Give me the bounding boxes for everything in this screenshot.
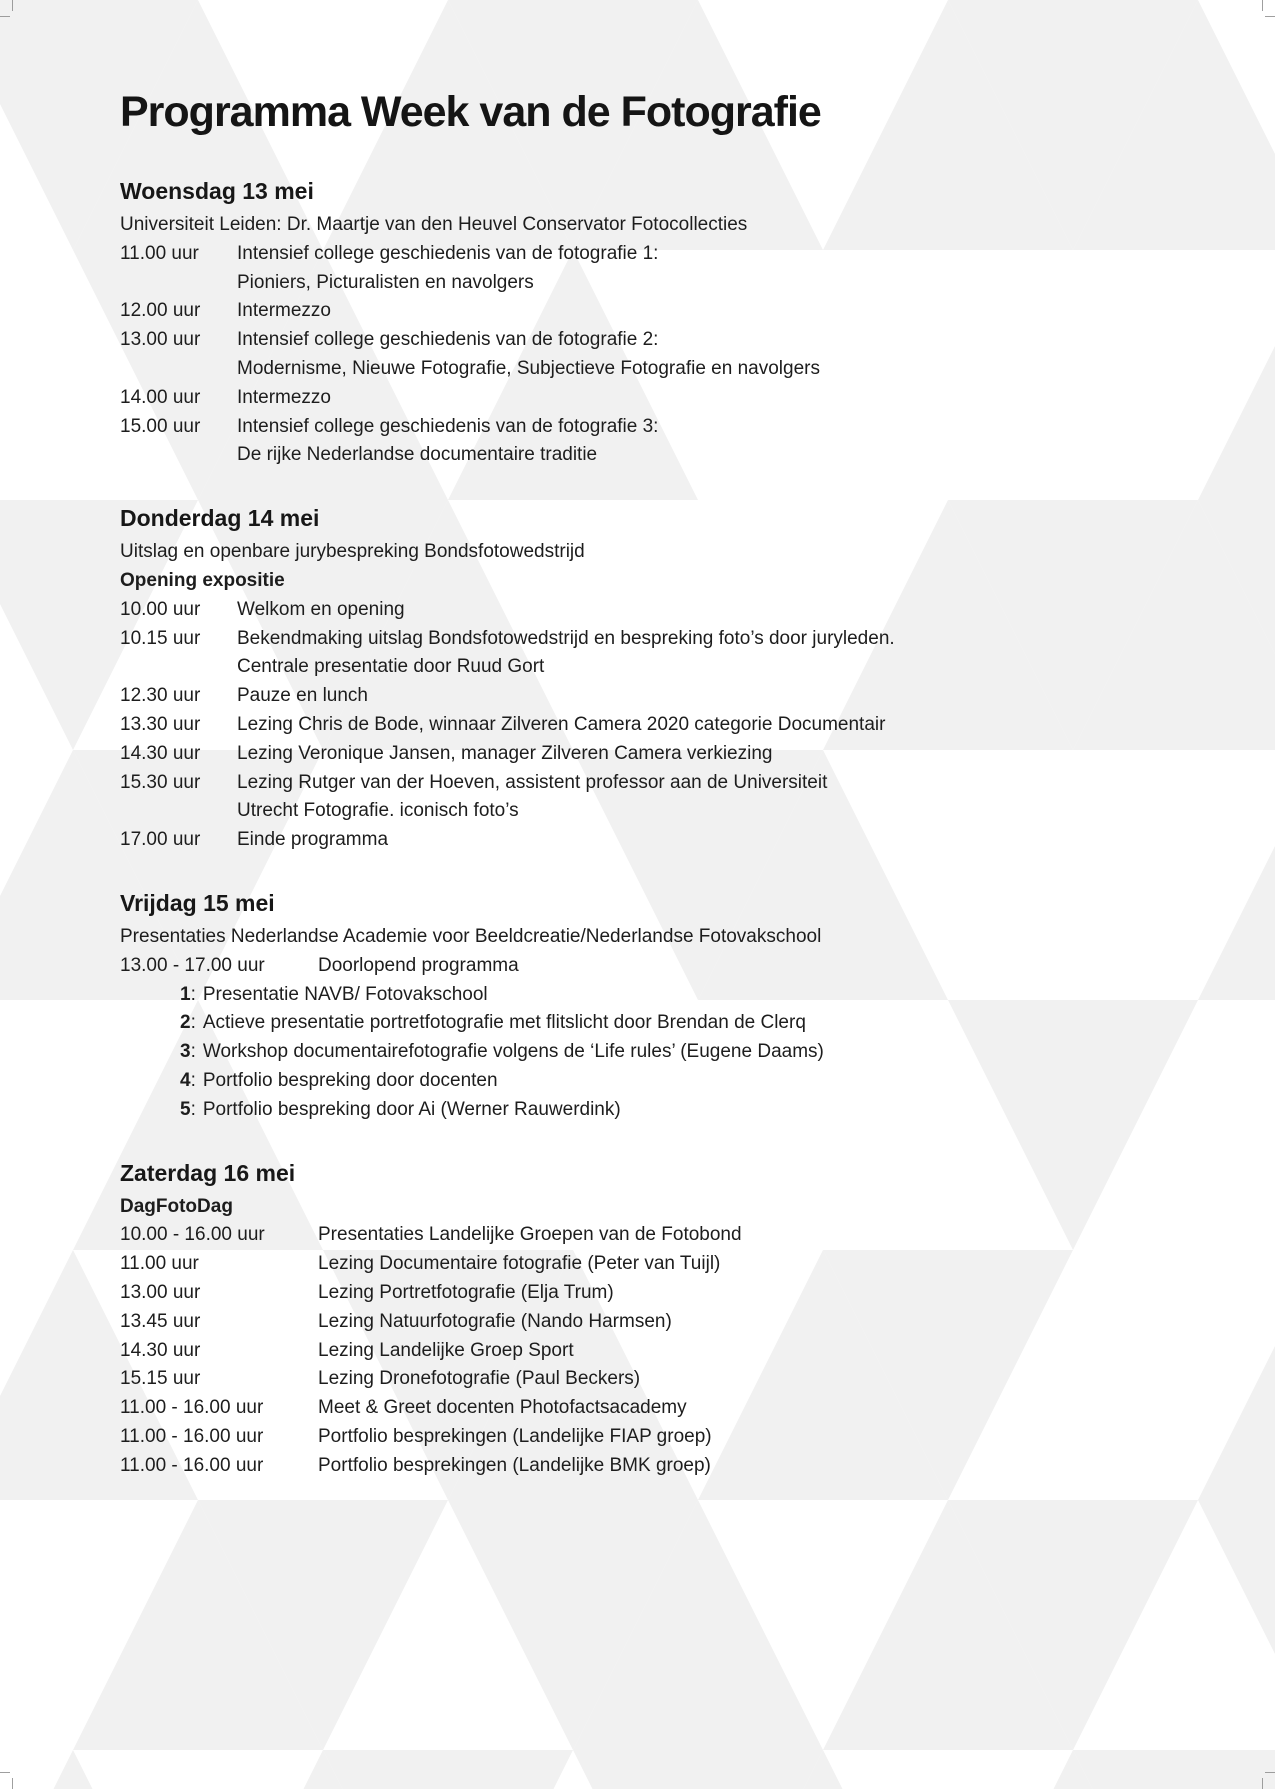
item-number: 3 <box>180 1041 191 1063</box>
description-cell: Pioniers, Picturalisten en navolgers <box>237 271 534 293</box>
item-separator: : <box>190 1012 196 1034</box>
description-cell: Presentaties Landelijke Groepen van de Fotobond <box>318 1224 742 1246</box>
item-separator: : <box>190 1041 196 1063</box>
crop-mark-top-left <box>0 16 10 17</box>
day-heading: Zaterdag 16 mei <box>120 1159 296 1186</box>
time-cell: 10.00 - 16.00 uur <box>120 1224 265 1246</box>
item-text: Portfolio bespreking door Ai (Werner Rauwerdink) <box>202 1098 621 1120</box>
numbered-program-list <box>120 981 1160 1125</box>
item-number: 4 <box>180 1069 191 1091</box>
day-heading: Vrijdag 15 mei <box>120 889 275 916</box>
description-cell: Intermezzo <box>237 300 331 322</box>
description-cell: Meet & Greet docenten Photofactsacademy <box>318 1397 687 1419</box>
description-cell: Lezing Veronique Jansen, manager Zilveren Camera verkiezing <box>237 742 773 764</box>
description-cell: Utrecht Fotografie. iconisch foto’s <box>237 800 519 822</box>
time-cell: 13.00 uur <box>120 1281 201 1303</box>
time-cell: 15.30 uur <box>120 771 201 793</box>
description-cell: Lezing Chris de Bode, winnaar Zilveren Camera 2020 categorie Documentair <box>237 713 886 735</box>
time-cell: 11.00 uur <box>120 242 199 264</box>
time-cell-empty <box>120 355 237 384</box>
time-cell: 17.00 uur <box>120 829 201 851</box>
crop-mark-bottom-left <box>0 1772 10 1773</box>
description-cell: Intensief college geschiedenis van de fotografie 3: <box>237 415 659 437</box>
time-cell: 10.15 uur <box>120 627 201 649</box>
crop-mark-bottom-left <box>12 1778 13 1789</box>
description-cell: Centrale presentatie door Ruud Gort <box>237 656 545 678</box>
item-separator: : <box>190 1098 196 1120</box>
time-cell-empty <box>120 797 237 826</box>
item-number: 2 <box>180 1012 191 1034</box>
schedule-table <box>120 240 1160 470</box>
crop-mark-top-right <box>1265 16 1275 17</box>
item-text: Presentatie NAVB/ Fotovakschool <box>202 983 488 1005</box>
description-cell: Welkom en opening <box>237 598 405 620</box>
time-cell: 13.00 - 17.00 uur <box>120 954 265 976</box>
schedule-table <box>120 596 1160 855</box>
time-cell: 14.00 uur <box>120 386 201 408</box>
item-number: 5 <box>180 1098 191 1120</box>
description-cell: Intermezzo <box>237 386 331 408</box>
time-cell: 11.00 - 16.00 uur <box>120 1397 264 1419</box>
section-zaterdag <box>120 1158 1160 1481</box>
schedule-table <box>120 952 1160 981</box>
item-separator: : <box>190 1069 196 1091</box>
description-cell: Portfolio besprekingen (Landelijke FIAP groep) <box>318 1425 712 1447</box>
crop-mark-bottom-right <box>1265 1772 1275 1773</box>
section-donderdag <box>120 503 1160 855</box>
item-text: Workshop documentairefotografie volgens de ‘Life rules’ (Eugene Daams) <box>202 1041 824 1063</box>
numbered-item <box>180 1038 1160 1067</box>
time-cell: 13.00 uur <box>120 329 201 351</box>
description-cell: Bekendmaking uitslag Bondsfotowedstrijd en bespreking foto’s door juryleden. <box>237 627 895 649</box>
time-cell: 12.30 uur <box>120 685 201 707</box>
numbered-item <box>180 981 1160 1010</box>
numbered-item <box>180 1067 1160 1096</box>
description-cell: Intensief college geschiedenis van de fotografie 2: <box>237 329 659 351</box>
description-cell: Pauze en lunch <box>237 685 368 707</box>
program-content <box>120 86 1160 1480</box>
time-cell: 15.15 uur <box>120 1368 201 1390</box>
description-cell: Lezing Portretfotografie (Elja Trum) <box>318 1281 614 1303</box>
time-cell: 15.00 uur <box>120 415 201 437</box>
description-cell: Intensief college geschiedenis van de fotografie 1: <box>237 242 659 264</box>
section-vrijdag <box>120 888 1160 1125</box>
time-cell: 11.00 - 16.00 uur <box>120 1454 264 1476</box>
item-text: Portfolio bespreking door docenten <box>202 1069 498 1091</box>
numbered-item <box>180 1096 1160 1125</box>
day-heading: Woensdag 13 mei <box>120 178 314 204</box>
description-cell: Modernisme, Nieuwe Fotografie, Subjectieve Fotografie en navolgers <box>237 357 820 379</box>
description-cell: De rijke Nederlandse documentaire traditie <box>237 444 598 466</box>
numbered-item <box>180 1009 1160 1038</box>
description-cell: Lezing Landelijke Groep Sport <box>318 1339 574 1361</box>
time-cell-empty <box>120 653 237 682</box>
time-cell: 14.30 uur <box>120 742 201 764</box>
section-intro: Universiteit Leiden: Dr. Maartje van den Heuvel Conservator Fotocollecties <box>120 214 748 235</box>
section-intro: Presentaties Nederlandse Academie voor Beeldcreatie/Nederlandse Fotovakschool <box>120 925 822 947</box>
section-subheading: Opening expositie <box>120 569 285 591</box>
item-separator: : <box>190 983 196 1005</box>
time-cell: 14.30 uur <box>120 1339 201 1361</box>
description-cell: Portfolio besprekingen (Landelijke BMK groep) <box>318 1454 711 1476</box>
description-cell: Lezing Documentaire fotografie (Peter van Tuijl) <box>318 1253 721 1275</box>
item-text: Actieve presentatie portretfotografie met flitslicht door Brendan de Clerq <box>202 1012 806 1034</box>
time-cell-empty <box>120 269 237 298</box>
crop-mark-top-right <box>1262 0 1263 11</box>
crop-mark-bottom-right <box>1262 1778 1263 1789</box>
time-cell: 12.00 uur <box>120 300 201 322</box>
time-cell: 10.00 uur <box>120 598 201 620</box>
time-cell: 11.00 uur <box>120 1253 199 1275</box>
page-title: Programma Week van de Fotografie <box>120 88 821 136</box>
description-cell: Lezing Natuurfotografie (Nando Harmsen) <box>318 1310 672 1332</box>
description-cell: Lezing Dronefotografie (Paul Beckers) <box>318 1368 641 1390</box>
time-cell: 13.45 uur <box>120 1310 201 1332</box>
section-woensdag <box>120 176 1160 470</box>
item-number: 1 <box>180 983 191 1005</box>
day-heading: Donderdag 14 mei <box>120 505 320 532</box>
description-cell: Einde programma <box>237 829 389 851</box>
time-cell: 13.30 uur <box>120 713 201 735</box>
description-cell: Lezing Rutger van der Hoeven, assistent professor aan de Universiteit <box>237 771 828 793</box>
time-cell-empty <box>120 441 237 470</box>
schedule-table <box>120 1221 1160 1480</box>
description-cell: Doorlopend programma <box>318 954 519 976</box>
crop-mark-top-left <box>12 0 13 11</box>
section-subheading: DagFotoDag <box>120 1195 233 1217</box>
section-intro: Uitslag en openbare jurybespreking Bondsfotowedstrijd <box>120 541 585 563</box>
time-cell: 11.00 - 16.00 uur <box>120 1425 264 1447</box>
